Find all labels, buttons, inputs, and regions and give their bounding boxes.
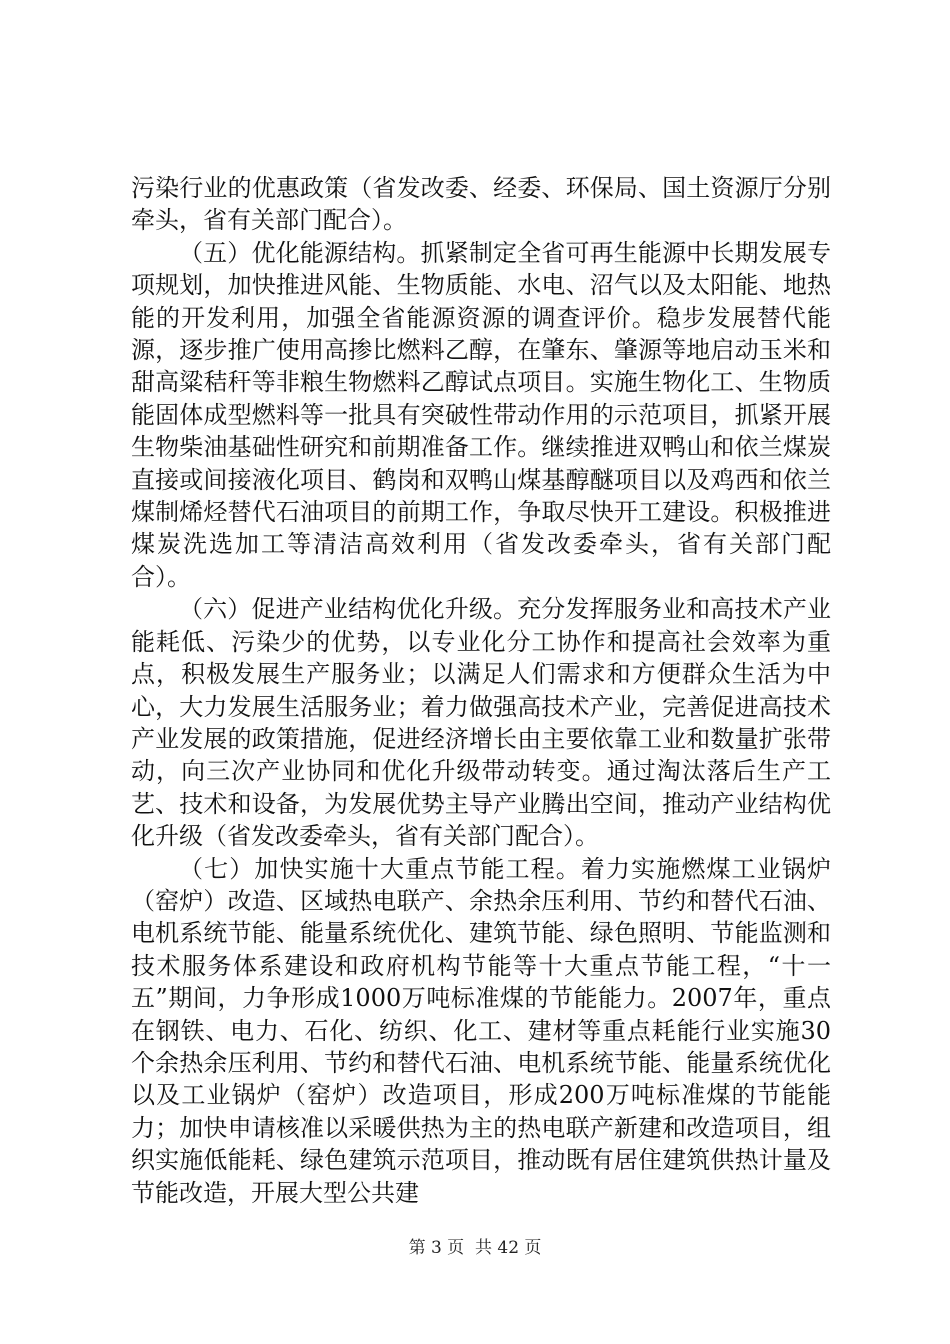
paragraph-ten-key-energy-saving-projects: （七）加快实施十大重点节能工程。着力实施燃煤工业锅炉（窑炉）改造、区域热电联产、余热余压利用、节约和替代石油、电机系统节能、能量系统优化、建筑节能、绿色照明、节能监测和技术服务体系建设和政府机构节能等十大重点节能工程，“十一五”期间，力争形成1000万吨标准煤的节能能力。2007年，重点在钢铁、电力、石化、纺织、化工、建材等重点耗能行业实施30个余热余压利用、节约和替代石油、电机系统节能、能量系统优化以及工业锅炉（窑炉）改造项目，形成200万吨标准煤的节能能力；加快申请核准以采暖供热为主的热电联产新建和改造项目，组织实施低能耗、绿色建筑示范项目，推动既有居住建筑供热计量及节能改造，开展大型公共建 [131, 854, 831, 1207]
page-footer [0, 1233, 950, 1258]
paragraph-continuation: 污染行业的优惠政策（省发改委、经委、环保局、国土资源厅分别牵头，省有关部门配合）。 [131, 174, 831, 235]
paragraph-industrial-structure-upgrade: （六）促进产业结构优化升级。充分发挥服务业和高技术产业能耗低、污染少的优势，以专业化分工协作和提高社会效率为重点，积极发展生产服务业；以满足人们需求和方便群众生活为中心，大力发展生活服务业；着力做强高技术产业，完善促进高技术产业发展的政策措施，促进经济增长由主要依靠工业和数量扩张带动，向三次产业协同和优化升级带动转变。通过淘汰落后生产工艺、技术和设备，为发展优势主导产业腾出空间，推动产业结构优化升级（省发改委牵头，省有关部门配合）。 [131, 595, 831, 851]
document-body [131, 172, 831, 1209]
page-number-label: 第 3 页 共 42 页 [408, 1238, 542, 1258]
paragraph-optimize-energy-structure: （五）优化能源结构。抓紧制定全省可再生能源中长期发展专项规划，加快推进风能、生物质能、水电、沼气以及太阳能、地热能的开发利用，加强全省能源资源的调查评价。稳步发展替代能源，逐步推广使用高掺比燃料乙醇，在肇东、肇源等地启动玉米和甜高粱秸秆等非粮生物燃料乙醇试点项目。实施生物化工、生物质能固体成型燃料等一批具有突破性带动作用的示范项目，抓紧开展生物柴油基础性研究和前期准备工作。继续推进双鸭山和依兰煤炭直接或间接液化项目、鹤岗和双鸭山煤基醇醚项目以及鸡西和依兰煤制烯烃替代石油项目的前期工作，争取尽快开工建设。积极推进煤炭洗选加工等清洁高效利用（省发改委牵头，省有关部门配合）。 [131, 238, 831, 591]
